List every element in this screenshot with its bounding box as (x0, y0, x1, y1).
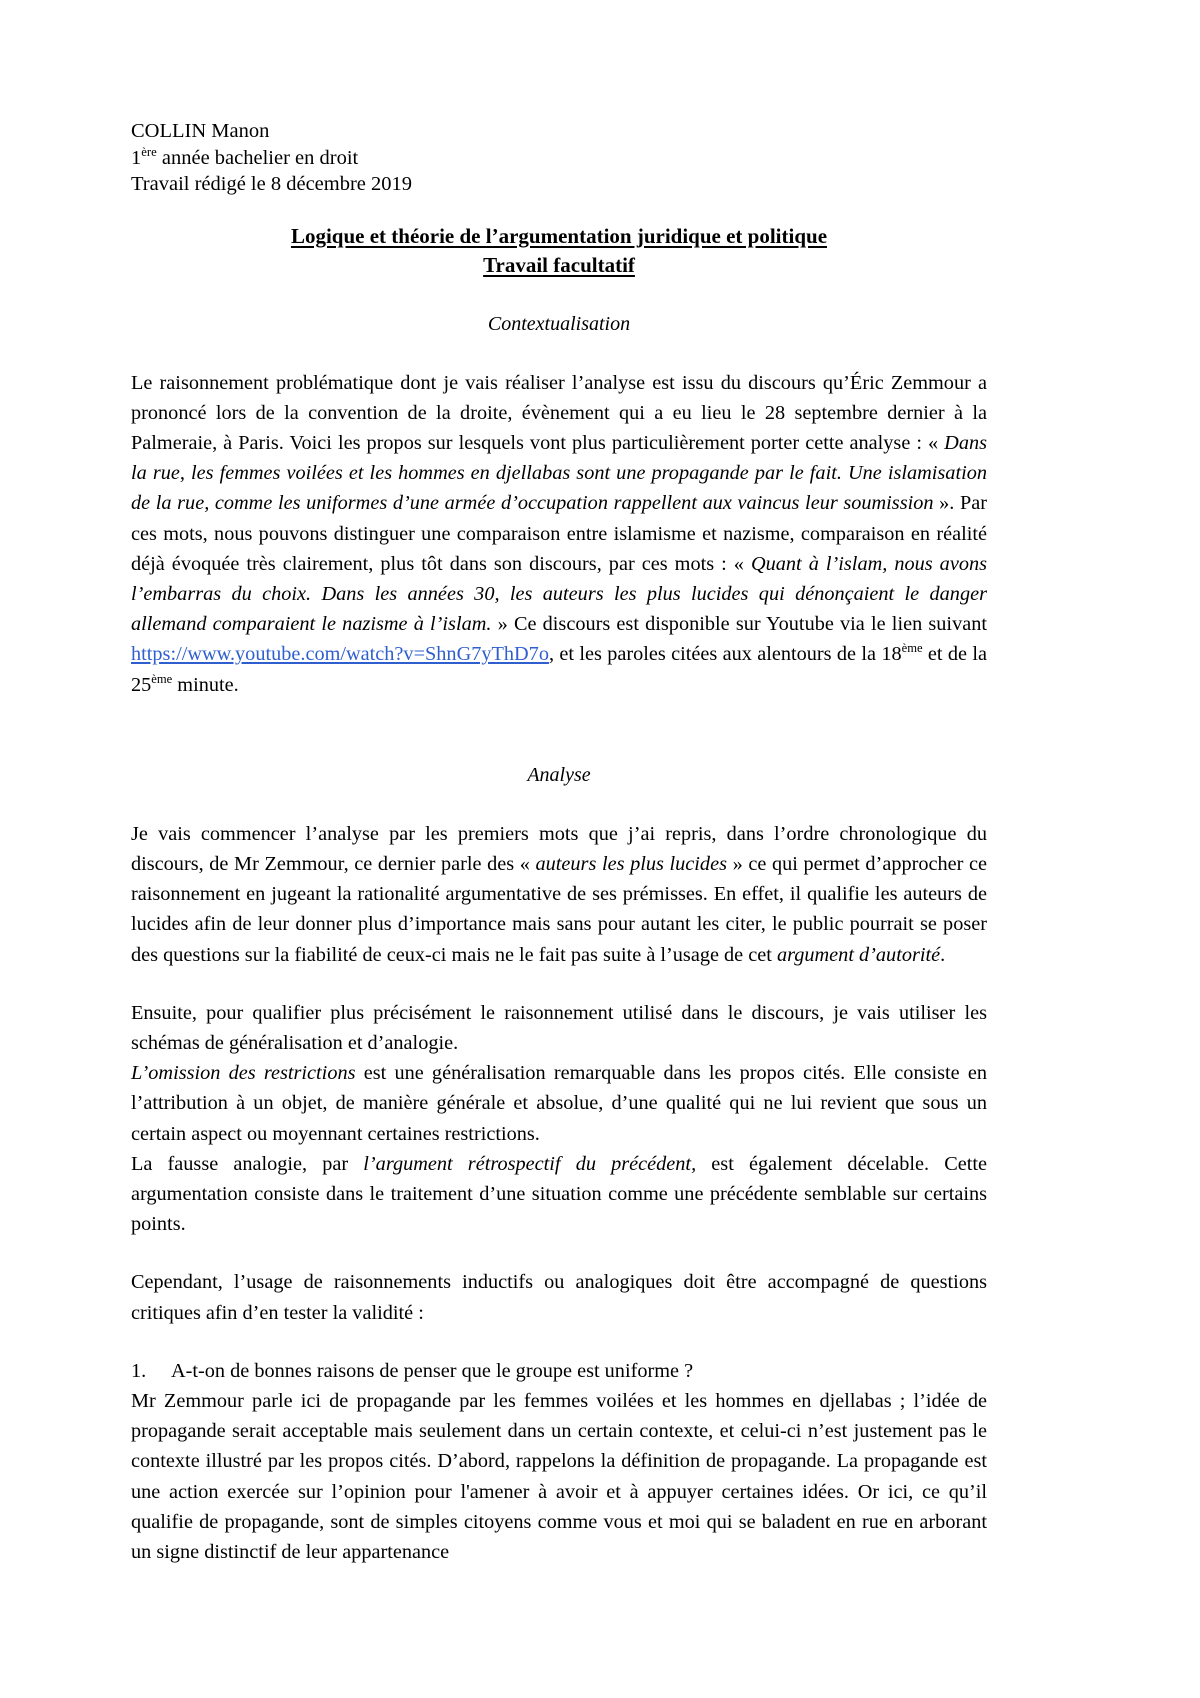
document-title-line-2: Travail facultatif (483, 252, 635, 277)
date-line: Travail rédigé le 8 décembre 2019 (131, 173, 413, 195)
quoted-italic-text: argument d’autorité (776, 943, 941, 966)
document-body (131, 118, 987, 1567)
section-heading-analyse: Analyse (527, 763, 591, 786)
paragraph-analyse-3 (131, 1058, 987, 1149)
study-year-rest: année bachelier en droit (156, 146, 359, 169)
paragraph-contextualisation-1 (131, 368, 987, 700)
paragraph-analyse-2 (131, 998, 987, 1058)
paragraph-analyse-6 (131, 1386, 987, 1567)
body-text: est une généralisation remarquable dans les propos cités. Elle consiste en l’attribution à un objet, de manière générale et absolue, d’une qualité qui ne lui revient que sous un certain aspect ou moyennant certaines restrictions. (131, 1062, 987, 1145)
critical-question-text: A-t-on de bonnes raisons de penser que le groupe est uniforme ? (171, 1359, 694, 1382)
document-title-line-1: Logique et théorie de l’argumentation juridique et politique (290, 223, 828, 248)
body-text: minute. (172, 673, 239, 696)
body-text: Mr Zemmour parle ici de propagande par les femmes voilées et les hommes en djellabas ; l’idée de propagande serait acceptable mais seulement dans un certain contexte, et celui-ci n’est justement pas le contexte illustré par les propos cités. D’abord, rappelons la définition de propagande. La propagande est une action exercée sur l’opinion pour l'amener à avoir et à appuyer certaines idées. Or ici, ce qu’il qualifie de propagande, sont de simples citoyens comme vous et moi qui se baladent en rue en arborant un signe distinctif de leur appartenance (131, 1389, 987, 1563)
body-text: , et les paroles citées aux alentours de la 18 (548, 643, 902, 666)
quoted-italic-text: L’omission des restrictions (131, 1062, 356, 1085)
study-year-number: 1 (131, 146, 142, 169)
critical-question-item-1 (131, 1356, 987, 1386)
ordinal-suffix: ème (151, 671, 173, 686)
quoted-italic-text: Dans la rue, les femmes voilées et les hommes en djellabas sont une propagande par le fait. Une islamisation de la rue, comme les uniformes d’une armée d’occupation rappellent aux vaincus leur soumission (131, 431, 987, 515)
body-text: Cependant, l’usage de raisonnements inductifs ou analogiques doit être accompagné de questions critiques afin d’en tester la validité : (131, 1271, 987, 1324)
body-text: est également décelable. Cette argumentation consiste dans le traitement d’une situation comme une précédente semblable sur certains points. (131, 1152, 987, 1236)
quoted-italic-text: l’argument rétrospectif du précédent, (363, 1152, 697, 1175)
study-year-line (131, 145, 987, 172)
quoted-italic-text: auteurs les plus lucides (535, 852, 727, 875)
body-text: » Ce discours est disponible sur Youtube via le lien suivant (491, 613, 987, 636)
body-text: et de la 25 (131, 643, 987, 696)
body-text: La fausse analogie, par (131, 1152, 364, 1175)
ordinal-suffix: ème (901, 641, 923, 656)
quoted-italic-text: Quant à l’islam, nous avons l’embarras du choix. Dans les années 30, les auteurs les plus lucides qui dénonçaient le danger allemand comparaient le nazisme à l’islam. (131, 552, 987, 636)
study-year-ordinal-suffix: ère (141, 144, 157, 159)
body-text: » ce qui permet d’approcher ce raisonnement en jugeant la rationalité argumentative de ses prémisses. En effet, il qualifie les auteurs de lucides afin de leur donner plus d’importance mais sans pour autant les citer, le public pourrait se poser des questions sur la fiabilité de ceux-ci mais ne le fait pas suite à l’usage de cet (131, 852, 988, 966)
youtube-source-link[interactable]: https://www.youtube.com/watch?v=ShnG7yThD7o (131, 643, 549, 666)
paragraph-analyse-5 (131, 1267, 987, 1327)
title-block (131, 222, 987, 280)
list-marker: 1. (131, 1359, 147, 1382)
paragraph-analyse-4 (131, 1149, 987, 1240)
body-text: ». Par ces mots, nous pouvons distinguer une comparaison entre islamisme et nazisme, comparaison en réalité déjà évoquée très clairement, plus tôt dans son discours, par ces mots : « (131, 492, 988, 575)
body-text: Je vais commencer l’analyse par les premiers mots que j’ai repris, dans l’ordre chronologique du discours, de Mr Zemmour, ce dernier parle des « (131, 822, 987, 875)
author-line: COLLIN Manon (131, 120, 270, 142)
body-text: . (940, 943, 946, 966)
body-text: Le raisonnement problématique dont je vais réaliser l’analyse est issu du discours qu’Éric Zemmour a prononcé lors de la convention de la droite, évènement qui a eu lieu le 28 septembre dernier à la Palmeraie, à Paris. Voici les propos sur lesquels vont plus particulièrement porter cette analyse : « (131, 371, 987, 454)
section-heading-contextualisation: Contextualisation (487, 312, 631, 335)
body-text: Ensuite, pour qualifier plus précisément le raisonnement utilisé dans le discours, je vais utiliser les schémas de généralisation et d’analogie. (131, 1001, 987, 1054)
paragraph-analyse-1 (131, 819, 987, 970)
